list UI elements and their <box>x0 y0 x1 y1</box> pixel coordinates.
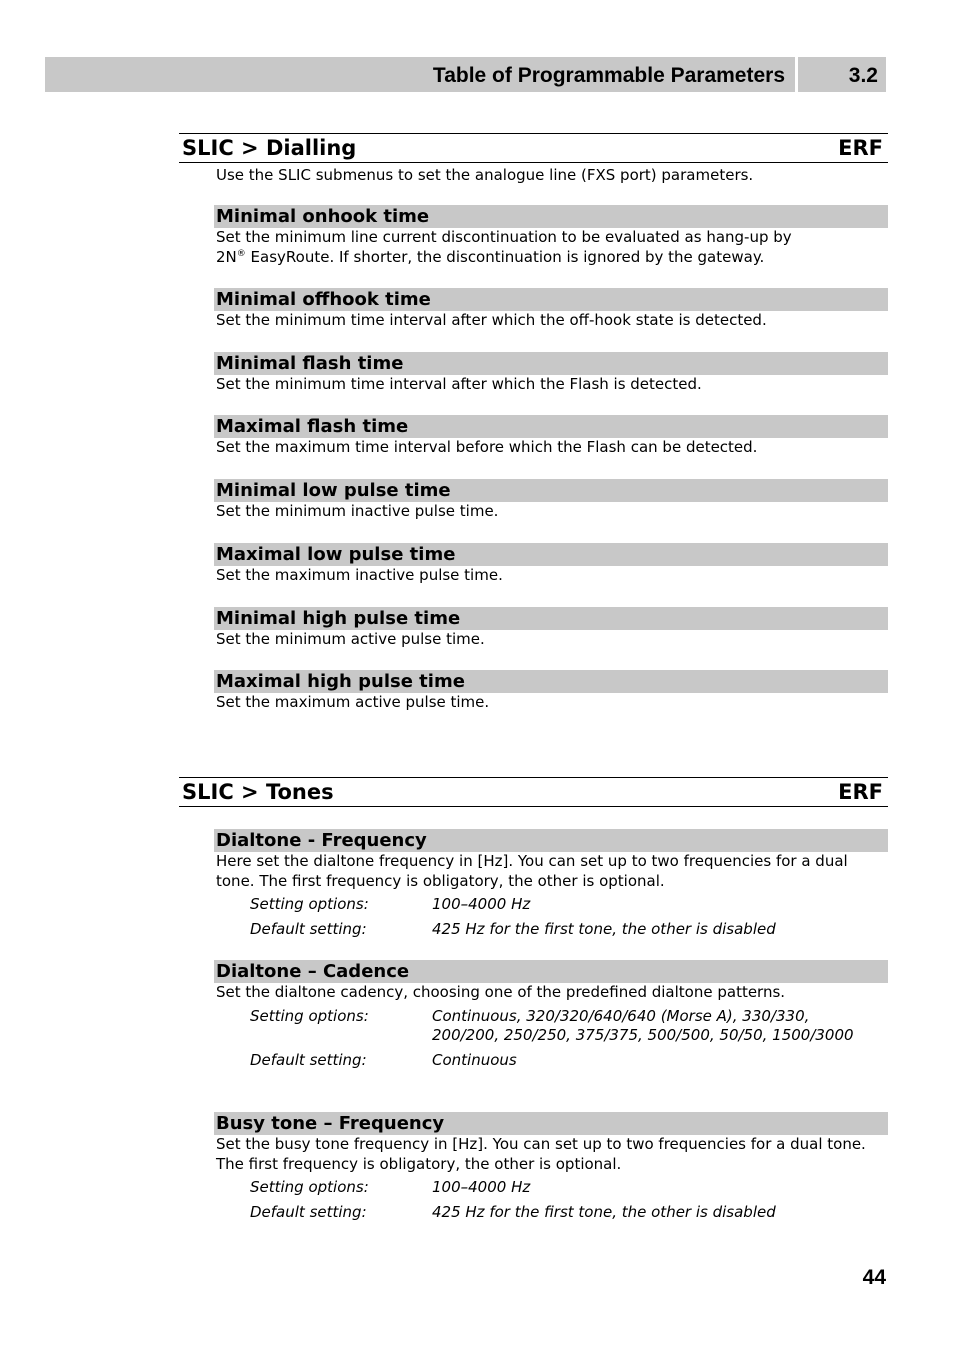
param-description: Here set the dialtone frequency in [Hz]. You can set up to two frequencies for a dual tone. The first frequency is obligatory, the other is optional. <box>216 852 848 890</box>
param-title: Dialtone – Cadence <box>214 960 888 983</box>
default-setting-label: Default setting: <box>250 919 367 938</box>
setting-options-row <box>214 895 888 915</box>
setting-options-value: Continuous, 320/320/640/640 (Morse A), 330/330, 200/200, 250/250, 375/375, 500/500, 50/50, 1500/3000 <box>432 1006 854 1044</box>
param-description: Set the maximum active pulse time. <box>216 693 490 711</box>
setting-options-row <box>214 1007 888 1046</box>
default-setting-value: 425 Hz for the first tone, the other is disabled <box>432 1202 776 1221</box>
section-heading-dialling <box>179 133 888 163</box>
options-table <box>214 1178 888 1222</box>
param-title: Dialtone - Frequency <box>214 829 888 852</box>
param-minimal-flash-time <box>214 352 888 395</box>
param-title: Maximal low pulse time <box>214 543 888 566</box>
param-maximal-low-pulse-time <box>214 543 888 586</box>
param-title: Minimal flash time <box>214 352 888 375</box>
default-setting-label: Default setting: <box>250 1050 367 1069</box>
page-number: 44 <box>862 1266 886 1289</box>
default-setting-label: Default setting: <box>250 1202 367 1221</box>
registered-mark: ® <box>236 248 246 259</box>
default-setting-value: Continuous <box>432 1050 517 1069</box>
param-minimal-high-pulse-time <box>214 607 888 650</box>
setting-options-label: Setting options: <box>250 1006 369 1025</box>
setting-options-row <box>214 1178 888 1198</box>
param-maximal-high-pulse-time <box>214 670 888 713</box>
section-tag: ERF <box>838 780 883 804</box>
default-setting-row <box>214 1203 888 1223</box>
setting-options-value: 100–4000 Hz <box>432 895 531 913</box>
param-description: Set the minimum time interval after which the Flash is detected. <box>216 375 702 393</box>
param-dialtone-frequency <box>214 829 888 944</box>
default-setting-value: 425 Hz for the first tone, the other is disabled <box>432 919 776 938</box>
header-title-box <box>45 57 795 92</box>
param-description <box>216 228 876 267</box>
param-title: Busy tone – Frequency <box>214 1112 888 1135</box>
options-table <box>214 895 888 939</box>
param-description: Set the minimum inactive pulse time. <box>216 502 499 520</box>
default-setting-row <box>214 920 888 940</box>
section-title: SLIC > Tones <box>182 780 334 804</box>
param-description: Set the minimum time interval after which the off-hook state is detected. <box>216 311 767 329</box>
param-title: Minimal high pulse time <box>214 607 888 630</box>
param-description: Set the maximum time interval before which the Flash can be detected. <box>216 438 758 456</box>
param-title: Minimal onhook time <box>214 205 888 228</box>
section-heading-tones <box>179 777 888 807</box>
setting-options-value: 100–4000 Hz <box>432 1178 531 1196</box>
param-minimal-low-pulse-time <box>214 479 888 522</box>
setting-options-label: Setting options: <box>250 895 369 913</box>
param-title: Maximal flash time <box>214 415 888 438</box>
desc-rest: EasyRoute. If shorter, the discontinuation is ignored by the gateway. <box>245 247 765 266</box>
param-minimal-onhook-time <box>214 205 888 267</box>
section-tag: ERF <box>838 136 883 160</box>
param-busy-tone-frequency <box>214 1112 888 1227</box>
header-title: Table of Programmable Parameters <box>432 64 785 87</box>
param-minimal-offhook-time <box>214 288 888 331</box>
desc-brand: 2N <box>216 247 237 266</box>
param-title: Maximal high pulse time <box>214 670 888 693</box>
default-setting-row <box>214 1051 888 1071</box>
header-section-number: 3.2 <box>798 57 886 92</box>
param-dialtone-cadence <box>214 960 888 1075</box>
section-title: SLIC > Dialling <box>182 136 357 160</box>
setting-options-label: Setting options: <box>250 1178 369 1196</box>
desc-line: Set the minimum line current discontinuation to be evaluated as hang-up by <box>216 228 792 246</box>
page-header <box>45 57 886 92</box>
param-description: Set the minimum active pulse time. <box>216 630 485 648</box>
section-intro: Use the SLIC submenus to set the analogue line (FXS port) parameters. <box>216 166 754 184</box>
param-title: Minimal low pulse time <box>214 479 888 502</box>
param-description: Set the maximum inactive pulse time. <box>216 566 503 584</box>
param-maximal-flash-time <box>214 415 888 458</box>
param-description: Set the dialtone cadency, choosing one of the predefined dialtone patterns. <box>216 983 786 1001</box>
param-description: Set the busy tone frequency in [Hz]. You can set up to two frequencies for a dual tone. The first frequency is obligatory, the other is optional. <box>216 1135 866 1173</box>
param-title: Minimal offhook time <box>214 288 888 311</box>
options-table <box>214 1007 888 1071</box>
